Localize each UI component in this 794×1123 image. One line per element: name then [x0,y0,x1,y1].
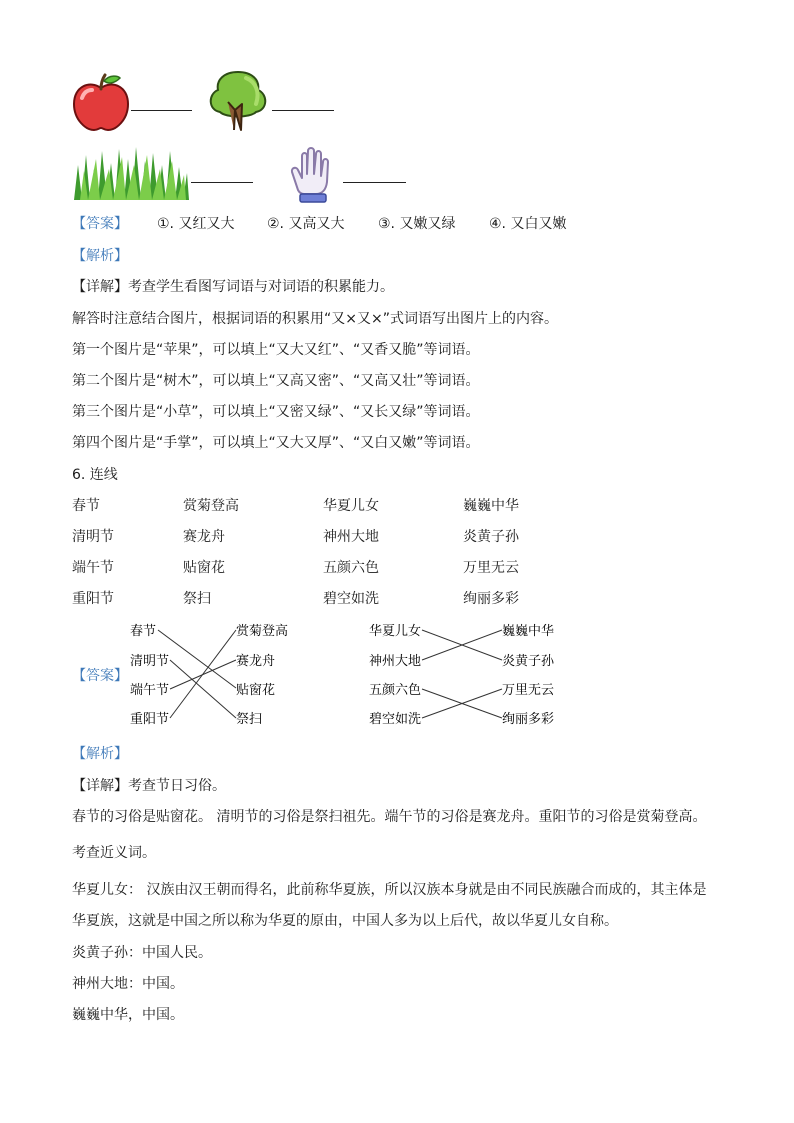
detail-text: 考查节日习俗。 [128,778,226,794]
table-cell: 春节 [72,498,100,514]
q6-huaxia-2: 华夏族，这就是中国之所以称为华夏的原由，中国人多为以上后代，故以华夏儿女自称。 [72,913,618,929]
detail-tag: 【详解】 [72,279,128,295]
q6-analysis-tag: 【解析】 [72,746,128,762]
connector-line [158,630,236,688]
q5-analysis-tag: 【解析】 [72,248,128,264]
left-b-3: 祭扫 [236,712,263,727]
q5-answer-3: ③. 又嫩又绿 [378,216,456,232]
blank-line-1 [131,110,192,111]
table-cell: 清明节 [72,529,114,545]
blank-line-2 [272,110,334,111]
tree-icon [206,68,270,134]
right-b-0: 巍巍中华 [502,624,555,639]
left-a-0: 春节 [130,624,157,639]
hand-icon [286,146,340,204]
left-b-0: 赏菊登高 [236,624,289,639]
right-a-2: 五颜六色 [369,683,422,698]
table-cell: 炎黄子孙 [463,529,519,545]
q5-line-2: 第一个图片是“苹果”，可以填上“又大又红”、“又香又脆”等词语。 [72,342,480,358]
q5-line-5: 第四个图片是“手掌”，可以填上“又大又厚”、“又白又嫩”等词语。 [72,435,480,451]
right-b-2: 万里无云 [502,683,555,698]
left-group [130,623,288,727]
table-cell: 赛龙舟 [183,529,225,545]
q5-answer-2: ②. 又高又大 [267,216,345,232]
q6-customs: 春节的习俗是贴窗花。 清明节的习俗是祭扫祖先。端午节的习俗是赛龙舟。重阳节的习俗是赏菊登高。 [72,809,707,825]
q5-detail [72,276,394,296]
q5-line-4: 第三个图片是“小草”，可以填上“又密又绿”、“又长又绿”等词语。 [72,404,480,420]
q6-detail [72,775,226,795]
q5-line-3: 第二个图片是“树木”，可以填上“又高又密”、“又高又壮”等词语。 [72,373,480,389]
q5-answer-1: ①. 又红又大 [157,216,235,232]
hand-image [286,146,340,204]
left-a-1: 清明节 [130,654,170,669]
matching-diagram [124,618,564,734]
left-a-2: 端午节 [130,683,170,698]
q6-synonym-note: 考查近义词。 [72,845,156,861]
detail-tag: 【详解】 [72,778,128,794]
detail-text: 考查学生看图写词语与对词语的积累能力。 [128,279,394,295]
apple-image [72,72,130,132]
table-cell: 重阳节 [72,591,114,607]
q6-title: 6. 连线 [72,467,118,483]
table-cell: 碧空如洗 [323,591,379,607]
blank-line-3 [191,182,253,183]
grass-icon [72,145,189,200]
table-cell: 万里无云 [463,560,519,576]
right-a-0: 华夏儿女 [369,624,422,639]
q6-answer-tag: 【答案】 [72,668,128,684]
apple-icon [72,72,130,132]
q6-weiwei: 巍巍中华，中国。 [72,1007,184,1023]
q5-answer-4: ④. 又白又嫩 [489,216,567,232]
blank-line-4 [343,182,406,183]
table-cell: 贴窗花 [183,560,225,576]
q6-shenzhou: 神州大地：中国。 [72,976,184,992]
right-b-1: 炎黄子孙 [502,654,555,669]
right-a-3: 碧空如洗 [369,712,422,727]
left-b-2: 贴窗花 [236,683,276,698]
q6-yanhuang: 炎黄子孙：中国人民。 [72,945,212,961]
table-cell: 赏菊登高 [183,498,239,514]
answer-tag: 【答案】 [72,216,128,232]
right-b-3: 绚丽多彩 [502,712,555,727]
table-cell: 端午节 [72,560,114,576]
table-cell: 五颜六色 [323,560,379,576]
q6-huaxia-1: 华夏儿女： 汉族由汉王朝而得名，此前称华夏族，所以汉族本身就是由不同民族融合而成的，其主体是 [72,882,707,898]
q5-line-1: 解答时注意结合图片，根据词语的积累用“又×又×”式词语写出图片上的内容。 [72,311,558,327]
table-cell: 巍巍中华 [463,498,519,514]
tree-image [206,68,270,134]
connector-line [170,660,236,718]
q5-answer-row [72,213,128,233]
grass-image [72,145,189,200]
table-cell: 祭扫 [183,591,211,607]
table-cell: 华夏儿女 [323,498,379,514]
table-cell: 绚丽多彩 [463,591,519,607]
connector-line [170,630,236,718]
right-group [369,623,555,727]
table-cell: 神州大地 [323,529,379,545]
left-a-3: 重阳节 [130,712,170,727]
left-b-1: 赛龙舟 [236,654,276,669]
right-a-1: 神州大地 [369,654,422,669]
